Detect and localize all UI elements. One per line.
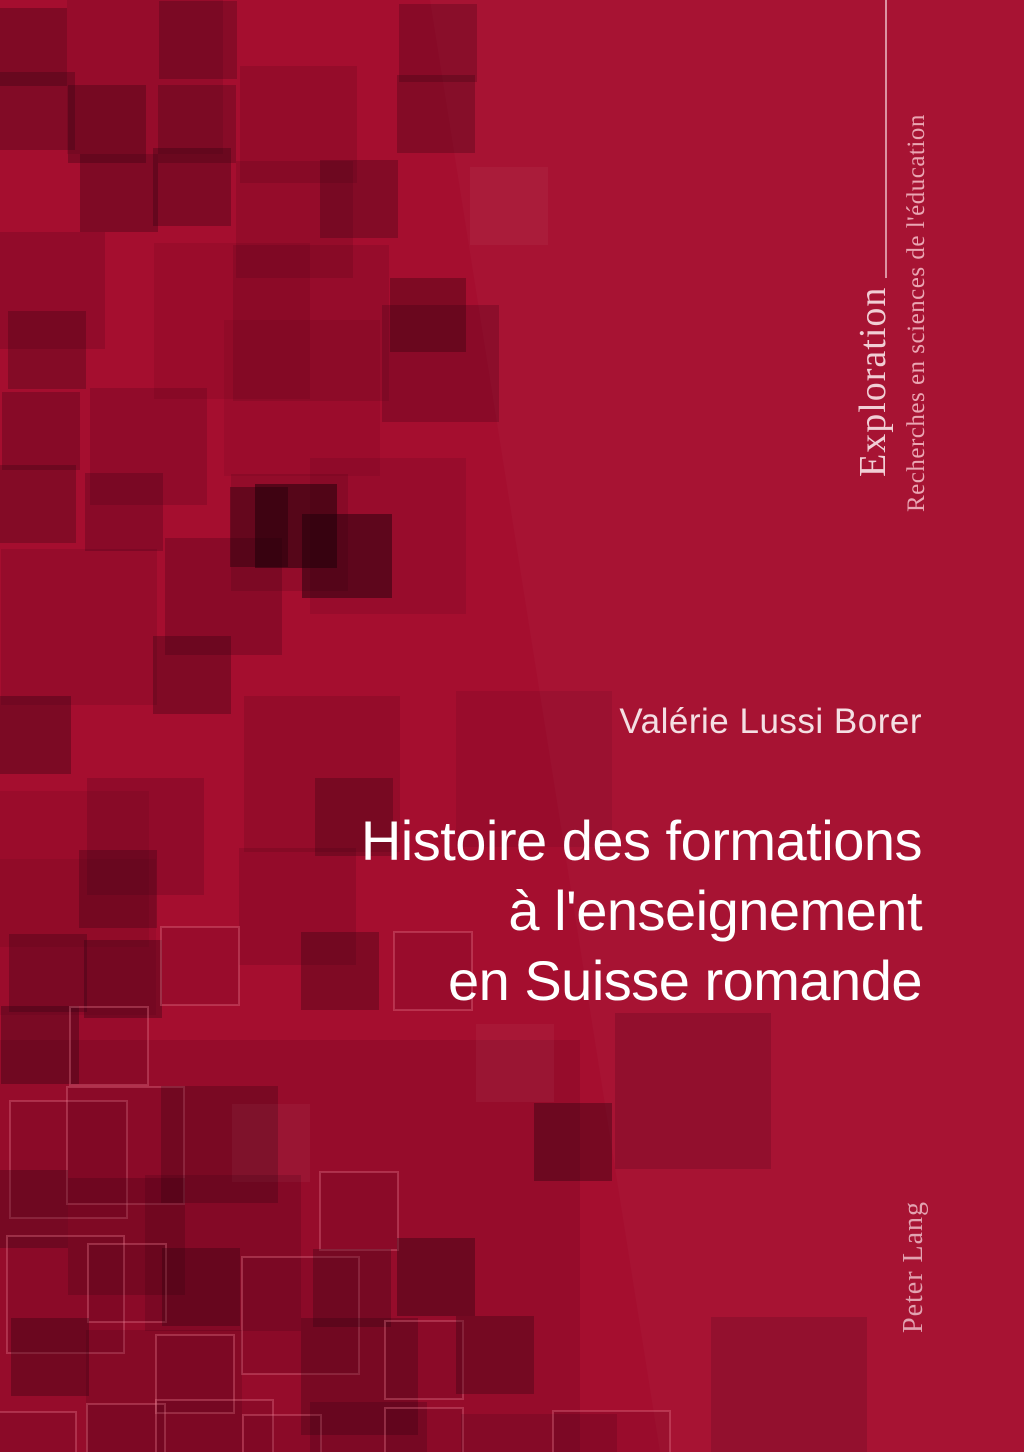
series-name: Exploration bbox=[852, 286, 894, 477]
author-name: Valérie Lussi Borer bbox=[619, 702, 922, 741]
series-banner bbox=[850, 0, 896, 477]
book-title-line: en Suisse romande bbox=[447, 949, 922, 1012]
series-subtitle: Recherches en sciences de l'éducation bbox=[903, 114, 930, 512]
book-title bbox=[361, 806, 922, 1016]
publisher-name: Peter Lang bbox=[898, 1200, 929, 1333]
series-rule bbox=[885, 0, 887, 278]
book-title-line: à l'enseignement bbox=[508, 879, 922, 942]
book-title-line: Histoire des formations bbox=[360, 809, 922, 872]
